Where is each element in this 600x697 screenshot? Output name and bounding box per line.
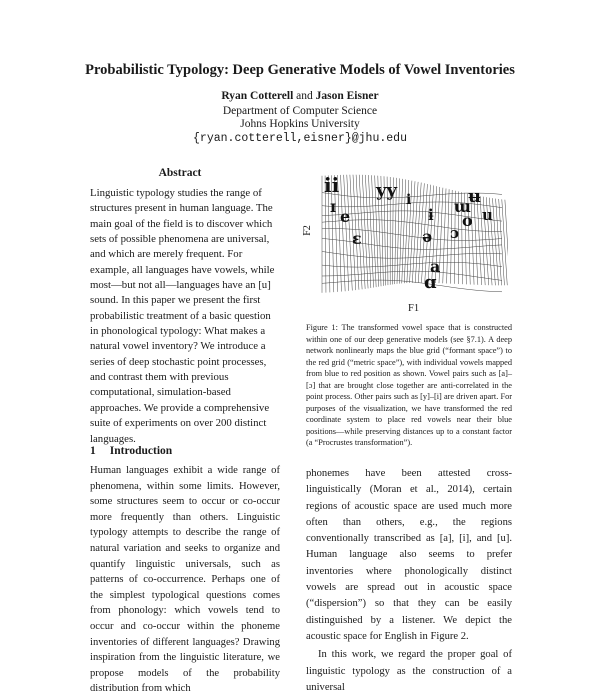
abstract-heading: Abstract — [120, 167, 240, 179]
vowel-space-figure — [318, 162, 508, 302]
section-number: 1 — [90, 445, 96, 457]
grid-vline — [415, 183, 421, 283]
grid-hline — [322, 262, 502, 267]
axis-y-label: F2 — [302, 225, 313, 236]
paper-title: Probabilistic Typology: Deep Generative Models of Vowel Inventories — [0, 62, 600, 79]
grid-vline — [499, 199, 505, 285]
grid-vline — [496, 199, 502, 286]
vowel-turned-m: ɯ — [454, 197, 471, 216]
section-heading — [90, 445, 172, 457]
vowel-o: o — [462, 211, 473, 230]
grid-vline — [412, 182, 418, 283]
vowel-e: e — [340, 207, 350, 226]
grid-vline — [443, 188, 446, 283]
university: Johns Hopkins University — [0, 118, 600, 130]
grid-vline — [493, 198, 499, 285]
vowel-i: i — [406, 192, 411, 208]
grid-vline — [397, 178, 400, 283]
section-title: Introduction — [110, 445, 172, 457]
grid-hline — [322, 271, 502, 280]
axis-x-label: F1 — [408, 303, 419, 314]
paragraph-1: phonemes have been attested cross-linguistically (Moran et al., 2014), certain regions of acoustic space are used much more often than others, e.g., the regions conventionally transcribed as [a], [i], and [u]. Human language also seems to prefer inventories where phonologically distinct vowels are spread out in acoustic space (“dispersion”) so that they can be easily distinguished by a listener. We depict the acoustic space for English in Figure 2. — [306, 466, 512, 645]
right-column-text — [306, 466, 512, 696]
vowel-open-o: ɔ — [450, 224, 459, 242]
vowel-barred-i: ɨ — [428, 206, 434, 224]
figure-caption: Figure 1: The transformed vowel space that is constructed within one of our deep generative models (see §7.1). A deep network nonlinearly maps the blue grid (“formant space”) to the red grid (“metric space”), with individual vowels mapped from blue to red position as shown. Vowel pairs such as [a]–[ɔ] that are brought close together are anti-correlated in the point process. Other pairs such as [y]–[i] are driven apart. For purposes of the visualization, we have transformed the red coordinate system to place red vowels near their blue positions—while preserving distances up to a constant factor (a “Procrustes transformation”). — [306, 322, 512, 449]
intro-body: Human languages exhibit a wide range of phenomena, within some limits. However, some structures seem to occur or co-occur more frequently than others. Linguistic typology attempts to describe the range of natural variation and seeks to organize and quantify linguistic universals, such as patterns of co-occurrence. Perhaps one of the simplest typological questions comes from phonology: which vowels tend to occur and co-occur within the phoneme inventories of different languages? Drawing inspiration from the linguistic literature, we propose models of the probability distribution from which — [90, 463, 280, 697]
vowel-small-cap-i: ɪ — [330, 197, 336, 216]
grid-hline — [322, 252, 502, 259]
grid-vline — [447, 189, 449, 283]
vowel-schwa: ə — [422, 227, 432, 246]
email: {ryan.cotterell,eisner}@jhu.edu — [0, 132, 600, 145]
vowel-ii: ii — [324, 173, 340, 197]
grid-vline — [474, 195, 478, 285]
vowel-open-e: ɛ — [352, 229, 362, 248]
grid-vline — [365, 175, 370, 288]
vowel-a: a — [430, 257, 440, 276]
grid-hline — [322, 280, 502, 292]
vowel-u: u — [482, 206, 493, 224]
author-line — [0, 90, 600, 102]
department: Department of Computer Science — [0, 105, 600, 117]
grid-vline — [471, 194, 474, 284]
vowel-script-a: ɑ — [424, 272, 437, 293]
paragraph-2: In this work, we regard the proper goal of linguistic typology as the construction of a universal — [306, 647, 512, 696]
vowel-barred-u: ʉ — [468, 186, 481, 207]
grid-vline — [502, 199, 507, 285]
vowel-yy: yy — [375, 180, 397, 201]
grid-vline — [362, 175, 368, 289]
author-1: Ryan Cotterell — [221, 90, 293, 102]
author-2: Jason Eisner — [316, 90, 379, 102]
author-and: and — [296, 90, 313, 102]
abstract-body: Linguistic typology studies the range of structures present in human language. The main goal of the field is to discover which sets of possible phenomena are universal, and which are merely frequent. For example, all languages have vowels, while most—but not all—languages have an [u] sound. In this paper we present the first probabilistic treatment of a basic question in phonological typology: What makes a natural vowel inventory? We introduce a series of deep stochastic point processes, and contrast them with previous computational, simulation-based approaches. We provide a comprehensive suite of experiments on over 200 distinct languages. — [90, 186, 280, 447]
